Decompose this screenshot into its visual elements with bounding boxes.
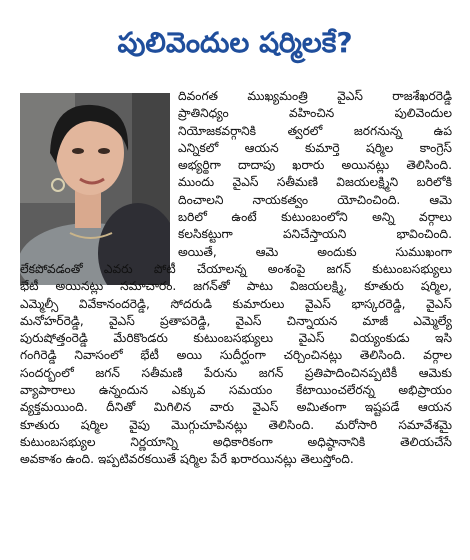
article-line: నియోజకవర్గానికి త్వరలో జరగనున్న ఉప: [178, 123, 452, 138]
article-line: సందర్భంలో జగన్ సతీమణి పేరును జగన్ ప్రతిపాదించినప్పటికీ ఆమెకు: [20, 365, 452, 380]
article-line: బరిలో ఉంటే కుటుంబంలోని అన్ని వర్గాలు: [178, 210, 452, 225]
article-line: గంగిరెడ్డి నివాసంలో భేటీ అయి సుదీర్ఘంగా చర్చించినట్లు తెలిసింది. వర్గాల: [20, 348, 452, 363]
article-line: దివంగత ముఖ్యమంత్రి వైఎస్ రాజశేఖరరెడ్డి: [178, 89, 452, 103]
article-line: ముందు వైఎస్ సతీమణి విజయలక్ష్మిని బరిలోకి: [178, 175, 452, 190]
article-line: వ్యాపారాలు ఉన్నందున ఎక్కువ సమయం కేటాయించలేరన్న అభిప్రాయం: [20, 383, 452, 398]
article-line: కూతురు షర్మిల వైపు మొగ్గుచూపినట్లు తెలిసింది. మరోసారి సమావేశమై: [20, 417, 452, 432]
article-line: పురుషోత్తంరెడ్డి మేరికొండరు కుటుంబసభ్యులు వైఎస్ వియ్యంకుడు ఇసి: [20, 331, 452, 346]
article-line: అవకాశం ఉంది. ఇప్పటివరకయితే షర్మిల పేరే ఖరారయినట్లు తెలుస్తోంది.: [20, 452, 354, 467]
headline: పులివెందుల షర్మిలకే?: [117, 26, 353, 59]
article-line: అయితే, ఆమె అందుకు సుముఖంగా: [178, 244, 452, 259]
article-line: లేకపోవడంతో ఎవరు పోటీ చేయాలన్న అంశంపై జగన్ కుటుంబసభ్యులు: [20, 261, 452, 276]
article-line: భేటీ అయినట్లు సమాచారం. జగన్‌తో పాటు విజయలక్ష్మి, కూతురు షర్మిల,: [20, 279, 452, 294]
article-line: ఎమ్మెల్సీ వివేకానందరెడ్డి, సోదరుడి కుమారులు వైఎస్ భాస్కరరెడ్డి, వైఎస్: [20, 296, 452, 311]
article-line: దించాలని నాయకత్వం యోచించింది. ఆమె: [178, 192, 452, 207]
article-line: కలసికట్టుగా పనిచేస్తాయని భావించింది.: [178, 227, 452, 242]
article-line: ఎన్నికలో ఆయన కుమార్తె షర్మిల కాంగ్రెస్: [178, 140, 452, 155]
article-body: [20, 88, 452, 469]
article-line: ప్రాతినిధ్యం వహించిన పులివెందుల: [178, 106, 452, 121]
article-line: కుటుంబసభ్యుల నిర్ణయాన్ని అధికారికంగా అధిష్ఠానానికి తెలియచేసే: [20, 434, 452, 449]
article-line: అభ్యర్థిగా దాదాపు ఖరారు అయినట్లు తెలిసింది.: [178, 158, 452, 173]
article-line: మనోహర్‌రెడ్డి, వైఎస్ ప్రతాపరెడ్డి, వైఎస్ చిన్నాయన మాజీ ఎమ్మెల్యే: [20, 313, 452, 328]
article-line: వ్యక్తమయింది. దీనితో మిగిలిన వారు వైఎస్ అమితంగా ఇష్టపడే ఆయన: [20, 400, 452, 415]
